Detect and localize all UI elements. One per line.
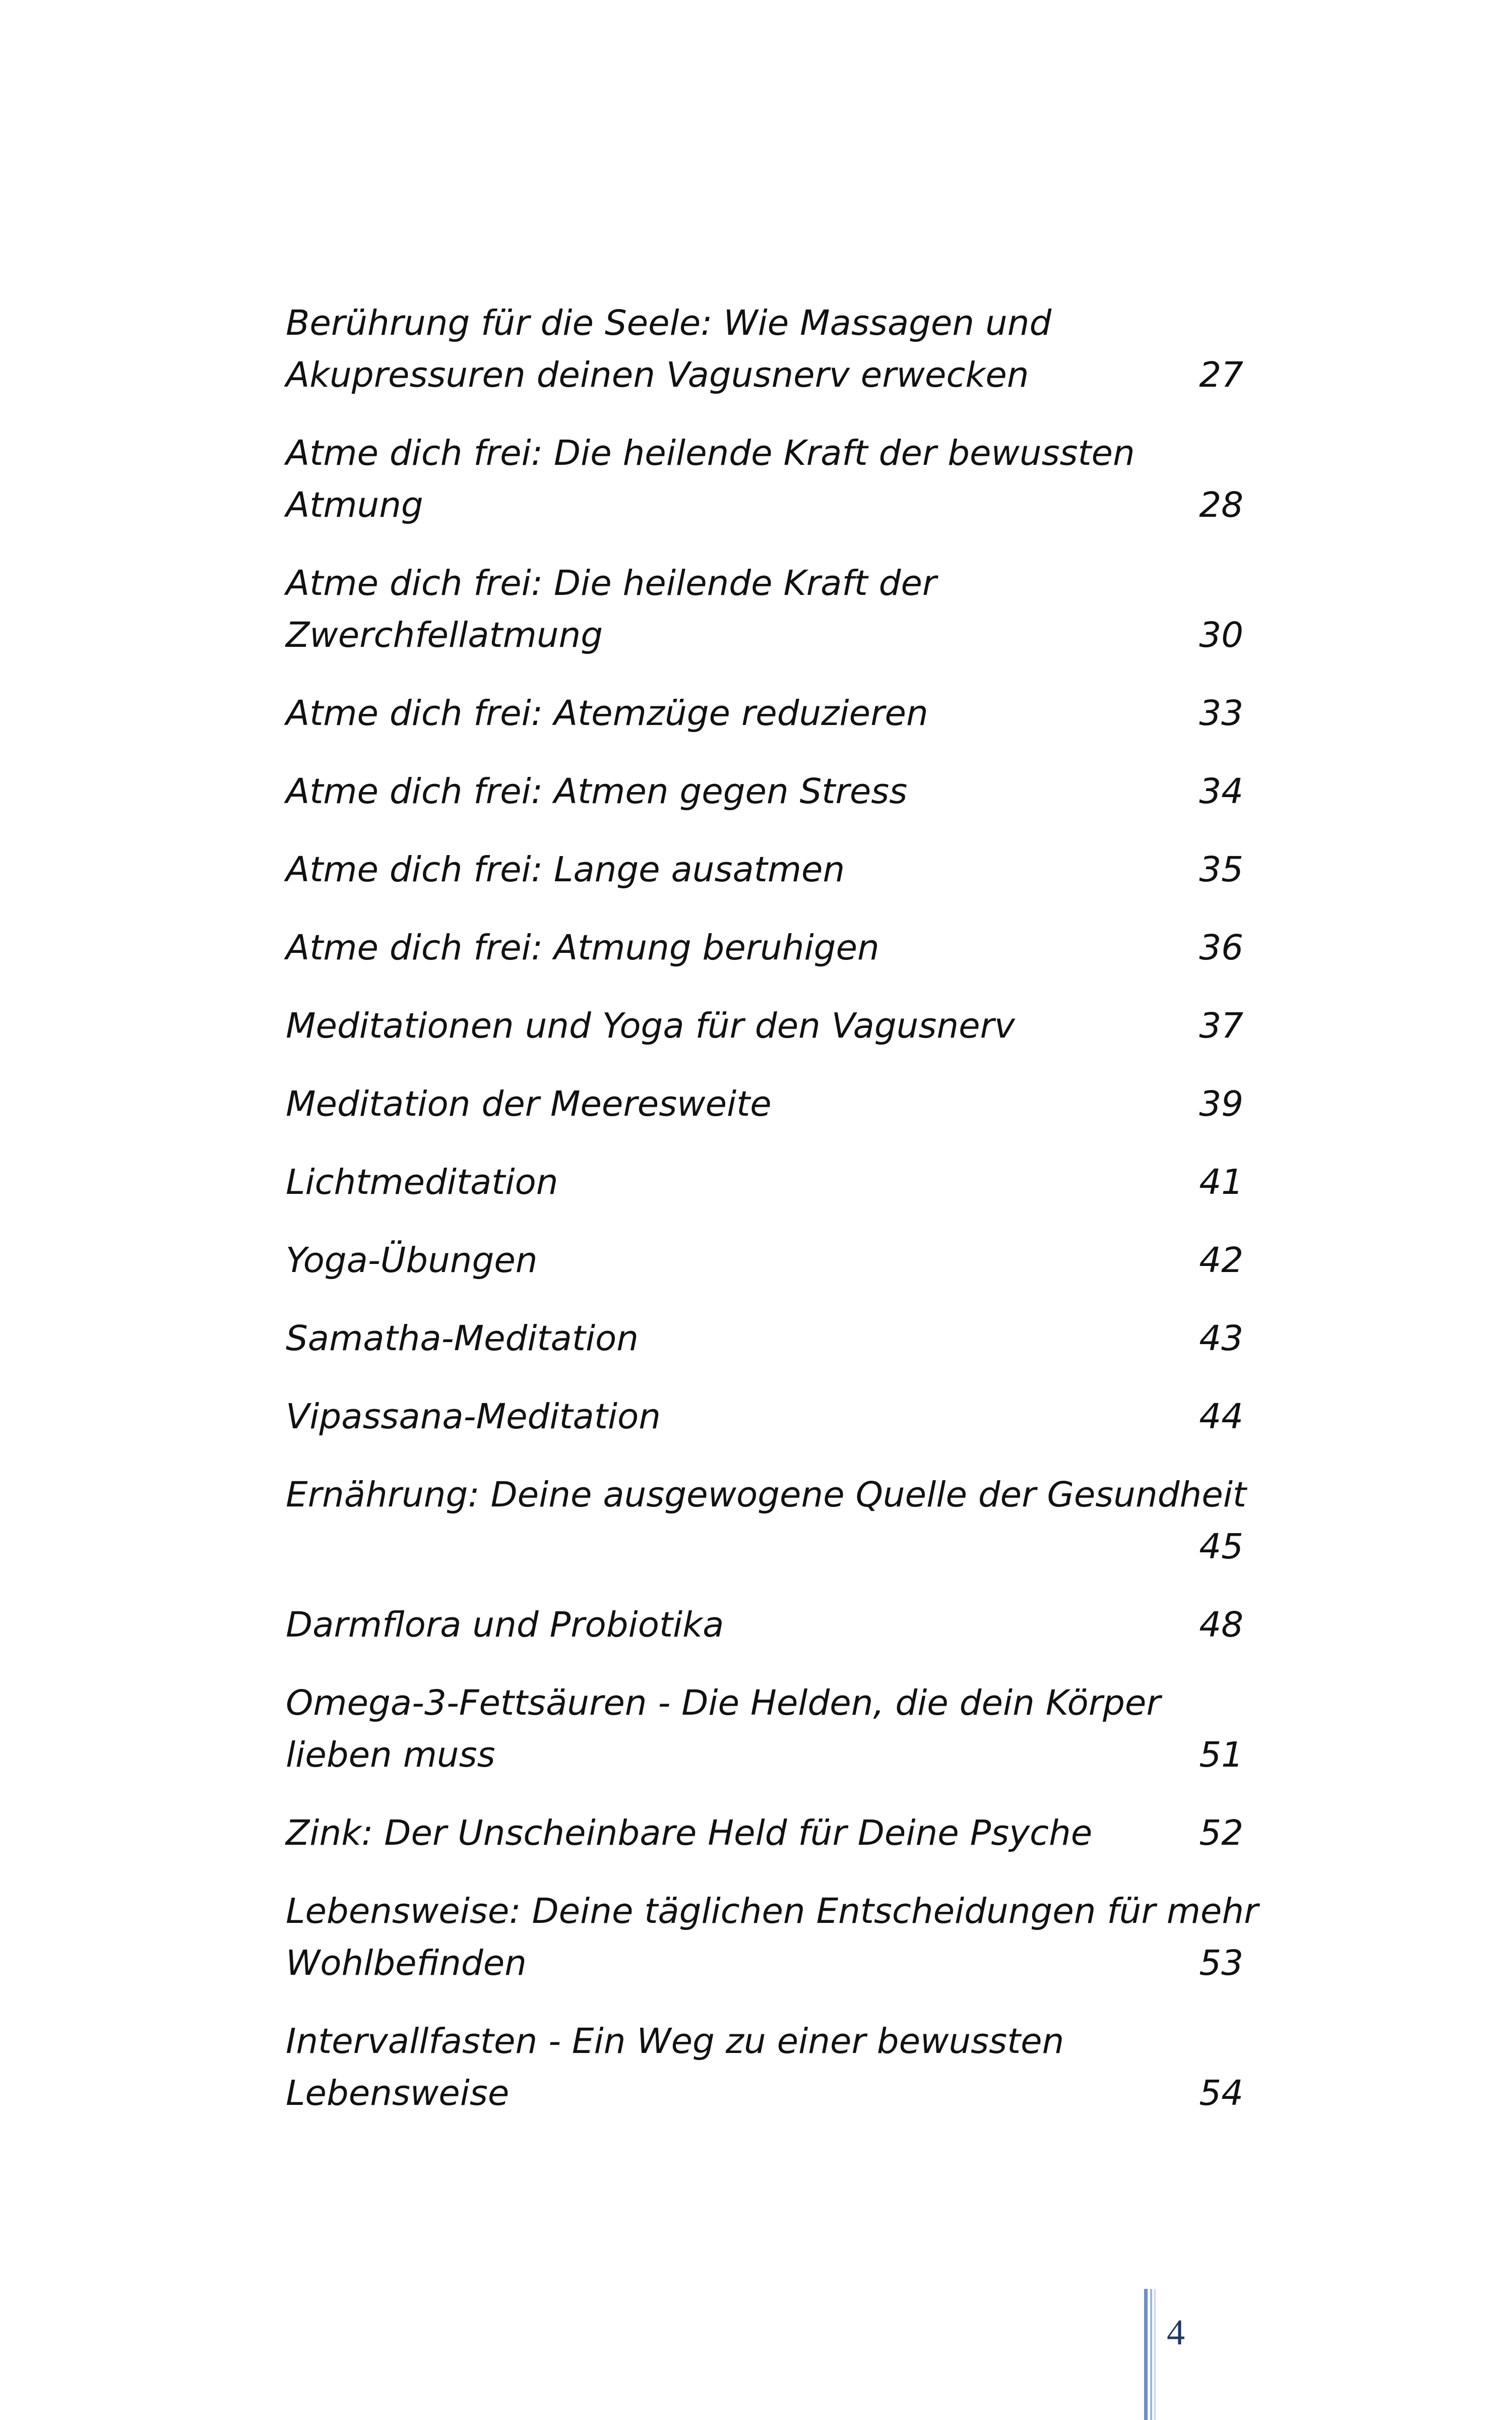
toc-entry-title: lieben muss: [286, 1735, 495, 1775]
toc-entry-title: Atme dich frei: Die heilende Kraft der: [286, 563, 937, 603]
toc-entry-page: 43: [1199, 1318, 1243, 1359]
toc-entry[interactable]: [286, 766, 1243, 818]
toc-entry[interactable]: [286, 297, 1243, 401]
toc-entry[interactable]: [286, 558, 1243, 661]
toc-entry-title: Samatha-Meditation: [286, 1318, 639, 1359]
toc-entry-title: Akupressuren deinen Vagusnerv erwecken: [286, 355, 1029, 395]
toc-entry-title: Meditation der Meeresweite: [286, 1084, 772, 1124]
toc-entry-page: 48: [1199, 1605, 1243, 1645]
toc-entry-title: Meditationen und Yoga für den Vagusnerv: [286, 1006, 1015, 1046]
toc-entry-title: Zink: Der Unscheinbare Held für Deine Psyche: [286, 1813, 1093, 1853]
toc-entry[interactable]: [286, 1886, 1258, 1989]
toc-entry-page: 34: [1199, 771, 1243, 812]
toc-entry-page: 37: [1199, 1006, 1243, 1046]
toc-entry-title: Yoga-Übungen: [286, 1240, 538, 1281]
toc-entry[interactable]: [286, 688, 1243, 740]
toc-entry-title: Intervallfasten - Ein Weg zu einer bewussten: [286, 2021, 1064, 2062]
toc-entry-title: Atmung: [286, 485, 423, 525]
toc-entry[interactable]: [286, 1157, 1243, 1208]
page-number-rule: [1144, 2289, 1157, 2420]
toc-entry[interactable]: [286, 1000, 1243, 1052]
toc-entry[interactable]: [286, 1807, 1243, 1859]
toc-entry[interactable]: [286, 1078, 1243, 1130]
toc-entry-title: Berührung für die Seele: Wie Massagen und: [286, 303, 1052, 343]
page-number: 4: [1167, 2312, 1185, 2352]
toc-entry-title: Lichtmeditation: [286, 1162, 558, 1202]
toc-entry-page: 39: [1199, 1084, 1243, 1124]
toc-entry-title: Zwerchfellatmung: [286, 615, 603, 655]
toc-entry-title: Darmflora und Probiotika: [286, 1605, 724, 1645]
toc-entry-title: Atme dich frei: Atmen gegen Stress: [286, 771, 908, 812]
toc-entry[interactable]: [286, 1313, 1243, 1365]
toc-entry-title: Omega-3-Fettsäuren - Die Helden, die dein Körper: [286, 1683, 1161, 1723]
toc-entry-page: 30: [1199, 615, 1243, 655]
toc-entry-page: 53: [1199, 1943, 1243, 1983]
toc-entry-page: 52: [1199, 1813, 1243, 1853]
toc-entry-page: 45: [1199, 1527, 1243, 1567]
toc-entry[interactable]: [286, 1235, 1243, 1287]
table-of-contents: [286, 297, 1258, 2146]
toc-entry-page: 44: [1199, 1397, 1243, 1437]
toc-entry-page: 42: [1199, 1240, 1243, 1281]
toc-entry[interactable]: [286, 428, 1243, 531]
toc-entry[interactable]: [286, 1469, 1246, 1573]
toc-entry-page: 54: [1199, 2073, 1243, 2113]
toc-entry-page: 51: [1199, 1735, 1243, 1775]
toc-entry[interactable]: [286, 1677, 1243, 1781]
toc-entry-title: Wohlbefinden: [286, 1943, 527, 1983]
toc-entry-title: Atme dich frei: Die heilende Kraft der bewussten: [286, 433, 1135, 473]
toc-entry[interactable]: [286, 2016, 1243, 2120]
toc-entry-title: Atme dich frei: Atemzüge reduzieren: [286, 693, 928, 734]
toc-entry-page: 28: [1199, 485, 1243, 525]
toc-entry-page: 36: [1199, 928, 1243, 968]
toc-entry[interactable]: [286, 922, 1243, 974]
toc-entry-title: Atme dich frei: Lange ausatmen: [286, 850, 845, 890]
toc-entry-page: 41: [1199, 1162, 1243, 1202]
toc-entry-page: 33: [1199, 693, 1243, 734]
toc-entry-page: 27: [1199, 355, 1243, 395]
toc-entry-title: Atme dich frei: Atmung beruhigen: [286, 928, 879, 968]
toc-entry[interactable]: [286, 1391, 1243, 1443]
toc-entry-title: Lebensweise: Deine täglichen Entscheidungen für mehr: [286, 1891, 1258, 1931]
toc-entry-title: Lebensweise: [286, 2073, 510, 2113]
toc-entry-title: Ernährung: Deine ausgewogene Quelle der Gesundheit: [286, 1475, 1246, 1515]
toc-entry-page: 35: [1199, 850, 1243, 890]
toc-entry[interactable]: [286, 844, 1243, 896]
toc-entry[interactable]: [286, 1599, 1243, 1651]
toc-entry-title: Vipassana-Meditation: [286, 1397, 661, 1437]
